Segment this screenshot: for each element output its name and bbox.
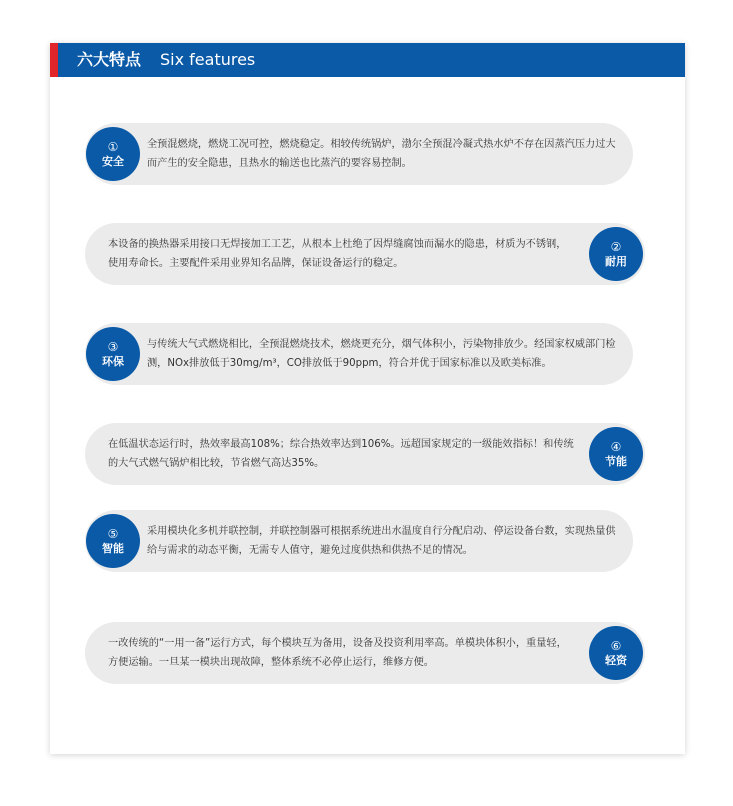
badge-number: ⑤ bbox=[107, 526, 119, 541]
feature-text: 采用模块化多机并联控制，并联控制器可根据系统进出水温度自行分配启动、停运设备台数，实现热量供给与需求的动态平衡，无需专人值守，避免过度供热和供热不足的情况。 bbox=[147, 526, 616, 556]
badge-number: ② bbox=[610, 239, 622, 254]
feature-text: 全预混燃烧，燃烧工况可控，燃烧稳定。相较传统锅炉，渤尔全预混冷凝式热水炉不存在因蒸汽压力过大而产生的安全隐患，且热水的输送也比蒸汽的要容易控制。 bbox=[147, 139, 616, 169]
header-accent-bar bbox=[50, 43, 58, 77]
features-panel bbox=[50, 43, 685, 754]
badge-number: ④ bbox=[610, 439, 622, 454]
feature-badge-light-asset bbox=[589, 626, 643, 680]
header-title-cn: 六大特点 bbox=[77, 50, 142, 69]
feature-badge-eco bbox=[86, 327, 140, 381]
badge-label: 环保 bbox=[102, 354, 124, 368]
badge-label: 节能 bbox=[605, 454, 627, 468]
feature-item-smart bbox=[85, 510, 633, 572]
feature-item-eco bbox=[85, 323, 633, 385]
feature-badge-durable bbox=[589, 227, 643, 281]
badge-number: ③ bbox=[107, 339, 119, 354]
feature-text: 与传统大气式燃烧相比，全预混燃烧技术，燃烧更充分，烟气体积小，污染物排放少。经国家权威部门检测，NOx排放低于30mg/m³，CO排放低于90ppm，符合并优于国家标准以及欧美标准。 bbox=[147, 339, 616, 369]
badge-number: ① bbox=[107, 139, 119, 154]
feature-text: 一改传统的“一用一备”运行方式，每个模块互为备用，设备及投资利用率高。单模块体积小，重量轻，方便运输。一旦某一模块出现故障，整体系统不必停止运行，维修方便。 bbox=[108, 638, 567, 668]
feature-item-energy bbox=[85, 423, 645, 485]
feature-badge-safety bbox=[86, 127, 140, 181]
feature-badge-energy bbox=[589, 427, 643, 481]
badge-label: 智能 bbox=[102, 541, 124, 555]
section-header bbox=[50, 43, 685, 77]
feature-item-durable bbox=[85, 223, 645, 285]
badge-label: 耐用 bbox=[605, 254, 627, 268]
badge-label: 轻资 bbox=[605, 653, 627, 667]
badge-number: ⑥ bbox=[610, 638, 622, 653]
badge-label: 安全 bbox=[102, 154, 124, 168]
feature-item-safety bbox=[85, 123, 633, 185]
feature-text: 本设备的换热器采用接口无焊接加工工艺，从根本上杜绝了因焊缝腐蚀而漏水的隐患，材质为不锈钢，使用寿命长。主要配件采用业界知名品牌，保证设备运行的稳定。 bbox=[108, 239, 567, 269]
header-title-en: Six features bbox=[160, 50, 256, 69]
feature-badge-smart bbox=[86, 514, 140, 568]
feature-item-light-asset bbox=[85, 622, 645, 684]
feature-text: 在低温状态运行时，热效率最高108%；综合热效率达到106%。远超国家规定的一级能效指标！和传统的大气式燃气锅炉相比较，节省燃气高达35%。 bbox=[108, 439, 574, 469]
